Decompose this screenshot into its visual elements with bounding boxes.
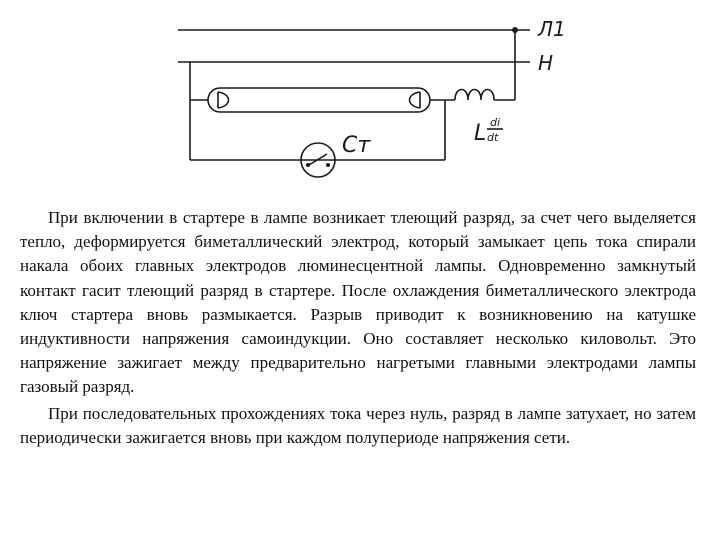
choke-label: L (474, 121, 487, 146)
description-text (20, 206, 696, 452)
neutral-label: Н (538, 51, 554, 75)
choke-label-numerator: di (490, 116, 501, 129)
starter-contact-right (326, 163, 330, 167)
choke-label-denominator: dt (487, 131, 499, 144)
starter-label: Ст (342, 133, 371, 158)
paragraph-2: При последовательных прохождениях тока через нуль, разряд в лампе затухает, но затем периодически зажигается вновь при каждом полупериоде напряжения сети. (20, 403, 696, 447)
circuit-diagram (0, 0, 720, 200)
lamp-filament-right (410, 92, 421, 108)
phase-label: Л1 (538, 17, 566, 41)
choke-coil (455, 90, 494, 101)
starter-contact-left (306, 163, 310, 167)
fluorescent-lamp (208, 88, 430, 112)
paragraph-1: При включении в стартере в лампе возникает тлеющий разряд, за счет чего выделяется тепло, деформируется биметаллический электрод, который замыкает цепь тока спирали накала обоих главных электродов люминесцентной лампы. Одновременно замкнутый контакт гасит тлеющий разряд в стартере. После охлаждения биметаллического электрода ключ стартера вновь размыкается. Разрыв приводит к возникновению на катушке индуктивности напряжения самоиндукции. Оно составляет несколько киловольт. Это напряжение зажигает между предварительно нагретыми главными электродами лампы газовый разряд. (20, 208, 696, 397)
lamp-filament-left (218, 92, 229, 108)
